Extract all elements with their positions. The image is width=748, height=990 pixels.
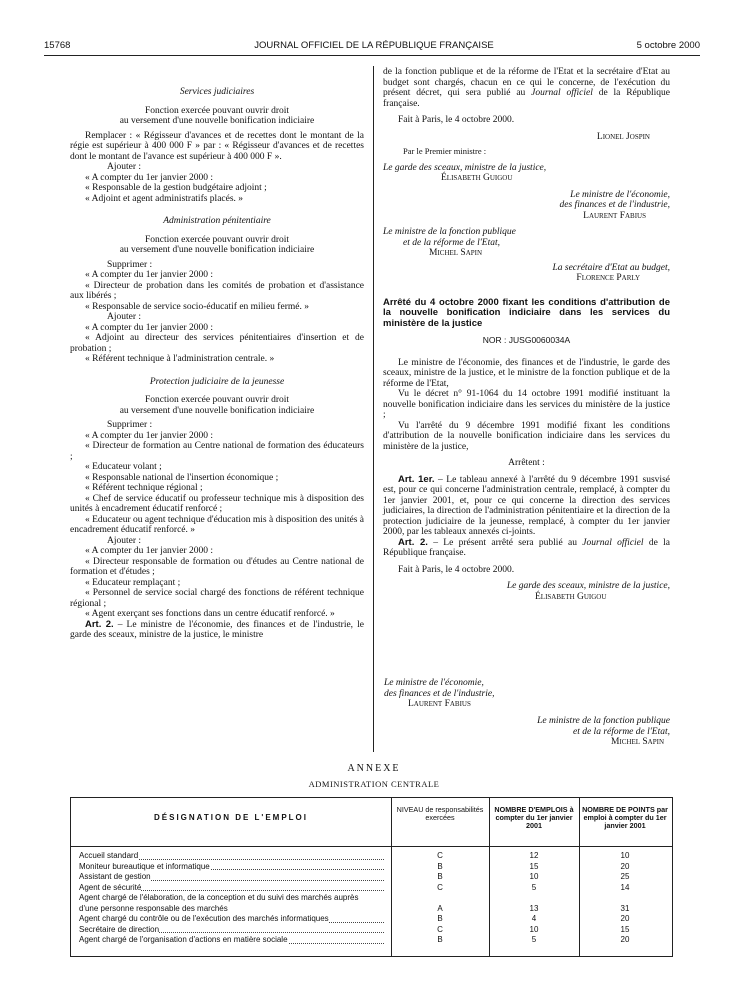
- paragraph: Remplacer : « Régisseur d'avances et de recettes dont le montant de la régie est supérieur à 400 000 F » par : « Régisseur d'avances et de recettes dont le montant de l'avance est supérieur à 400 000 F ».: [70, 130, 364, 162]
- cell-designation: Agent chargé du contrôle ou de l'exécution des marchés informatiques: [79, 914, 329, 923]
- cell-designation: Moniteur bureautique et informatique: [79, 861, 210, 871]
- cell-emplois: 13: [529, 903, 539, 913]
- fait-a-paris: Fait à Paris, le 4 octobre 2000.: [398, 564, 515, 575]
- section-title: Services judiciaires: [179, 87, 255, 97]
- paragraph-text: de la République française.: [383, 88, 670, 109]
- table-header-rule: [71, 846, 672, 847]
- paragraph: « A compter du 1er janvier 2000 :: [85, 430, 213, 441]
- signatory-title: La secrétaire d'Etat au budget,: [552, 262, 670, 273]
- cell-points: 20: [620, 861, 630, 871]
- signatory-title: et de la réforme de l'Etat,: [572, 726, 670, 737]
- page-header: [0, 40, 748, 54]
- article-2-paragraph: [70, 620, 364, 641]
- signatory-name: Élisabeth Guigou: [441, 173, 513, 183]
- cell-niveau: B: [437, 872, 443, 881]
- paragraph: Ajouter :: [107, 535, 142, 546]
- signatory-title: des finances et de l'industrie,: [559, 200, 670, 210]
- annexe-title: ANNEXE: [347, 763, 401, 774]
- signatory-name: Élisabeth Guigou: [535, 591, 607, 602]
- paragraph: Supprimer :: [107, 259, 153, 270]
- cell-emplois: 10: [529, 872, 539, 881]
- signatory-name: Laurent Fabius: [408, 699, 471, 709]
- paragraph: « A compter du 1er janvier 2000 :: [85, 172, 213, 183]
- cell-designation: Secrétaire de direction: [79, 924, 160, 934]
- fait-a-paris: Fait à Paris, le 4 octobre 2000.: [398, 115, 515, 125]
- cell-points: 20: [620, 914, 630, 923]
- paragraph: « Educateur volant ;: [85, 462, 162, 472]
- paragraph-text: de la fonction publique et de la réforme de l'Etat et la secrétaire d'Etat au budget sont chargés, chacun en ce qui le concerne, de l'exécution du présent décret, qui sera publié au: [383, 67, 670, 98]
- cell-emplois: 12: [529, 851, 539, 860]
- paragraph: « Agent exerçant ses fonctions dans un centre éducatif renforcé. »: [85, 609, 335, 619]
- cell-emplois: 15: [529, 861, 539, 871]
- paragraph: Ajouter :: [107, 162, 142, 172]
- header-rule: [44, 55, 700, 56]
- section-subtitle: Fonction exercée pouvant ouvrir droit: [144, 395, 290, 405]
- cell-niveau: B: [437, 935, 443, 944]
- paragraph: « Directeur responsable de formation ou d'études au Centre national de formation et d'études ;: [70, 556, 364, 577]
- paragraph: « A compter du 1er janvier 2000 :: [85, 546, 213, 556]
- cell-designation: Agent de sécurité: [79, 882, 142, 892]
- signatory-title: Le garde des sceaux, ministre de la justice,: [506, 581, 670, 591]
- column-header-niveau: NIVEAU de responsabilités exercées: [396, 805, 484, 822]
- column-header-emplois: NOMBRE D'EMPLOIS à compter du 1er janvier 2001: [494, 805, 574, 830]
- cell-points: 25: [620, 872, 630, 881]
- paragraph: « Directeur de probation dans les comités de probation et d'assistance aux libérés ;: [70, 280, 364, 301]
- table-row: [71, 935, 672, 946]
- issue-date: 5 octobre 2000: [636, 40, 700, 51]
- cell-points: 15: [620, 924, 630, 934]
- annexe-subtitle: ADMINISTRATION CENTRALE: [308, 779, 440, 789]
- paragraph: « A compter du 1er janvier 2000 :: [85, 270, 213, 280]
- cell-niveau: C: [437, 882, 443, 892]
- article-label: Art. 2.: [85, 618, 114, 630]
- paragraph: « Référent technique régional ;: [85, 483, 203, 493]
- signatory-title: et de la réforme de l'Etat,: [403, 237, 501, 248]
- section-subtitle: au versement d'une nouvelle bonification indiciaire: [119, 245, 315, 255]
- cell-niveau: C: [437, 851, 443, 860]
- signatory-name: Florence Parly: [576, 273, 640, 283]
- paragraph: « Personnel de service social chargé des fonctions de référent technique régional ;: [70, 588, 364, 609]
- left-column: [70, 87, 364, 641]
- signature-block-economy: [384, 678, 544, 710]
- paragraph: « Chef de service éducatif ou professeur technique mis à disposition des unités à encadrement éducatif renforcé ;: [70, 493, 364, 514]
- section-title: Protection judiciaire de la jeunesse: [149, 376, 285, 387]
- par-premier-ministre: Par le Premier ministre :: [403, 146, 487, 156]
- section-subtitle: au versement d'une nouvelle bonification indiciaire: [119, 116, 315, 126]
- cell-niveau: C: [437, 924, 443, 934]
- signatory-title: Le ministre de la fonction publique: [537, 716, 670, 726]
- cell-designation: Accueil standard: [79, 851, 139, 860]
- paragraph: « Educateur remplaçant ;: [85, 577, 181, 588]
- cell-emplois: 5: [531, 882, 537, 892]
- journal-reference: Journal officiel: [582, 537, 644, 548]
- table-row: [71, 851, 672, 862]
- table-row: [71, 893, 672, 914]
- column-header-points: NOMBRE DE POINTS par emploi à compter du 1er janvier 2001: [582, 805, 668, 830]
- cell-niveau: B: [437, 914, 443, 923]
- cell-emplois: 5: [531, 935, 537, 944]
- cell-emplois: 4: [531, 914, 537, 923]
- signatory-title: Le garde des sceaux, ministre de la justice,: [383, 162, 547, 173]
- signatory-name: Michel Sapin: [610, 737, 664, 747]
- cell-points: 10: [620, 851, 630, 860]
- article-label: Art. 1er.: [398, 473, 435, 485]
- article-1-paragraph: [383, 475, 670, 538]
- article-2-paragraph: [383, 538, 670, 559]
- signatory-title: des finances et de l'industrie,: [384, 688, 495, 699]
- journal-reference: Journal officiel: [531, 88, 593, 98]
- section-subtitle: Fonction exercée pouvant ouvrir droit: [144, 234, 290, 245]
- cell-emplois: 10: [529, 924, 539, 934]
- paragraph: « Responsable de la gestion budgétaire adjoint ;: [85, 183, 267, 193]
- article-label: Art. 2.: [398, 536, 428, 548]
- paragraph: Vu le décret n° 91-1064 du 14 octobre 1991 modifié instituant la nouvelle bonification indiciaire dans les services du ministère de la justice ;: [383, 389, 670, 420]
- paragraph: « Référent technique à l'administration centrale. »: [85, 354, 275, 364]
- paragraph: [383, 67, 670, 109]
- table-row: [71, 872, 672, 883]
- signatory-title: Le ministre de la fonction publique: [383, 227, 516, 237]
- paragraph: « Educateur ou agent technique d'éducation mis à disposition des unités à encadrement éducatif renforcé. »: [70, 514, 364, 535]
- signatory-name: Michel Sapin: [429, 248, 483, 258]
- section-title: Administration pénitentiaire: [163, 216, 271, 226]
- article-text: – Le ministre de l'économie, des finances et de l'industrie, le garde des sceaux, ministre de la justice, le ministre: [70, 619, 364, 640]
- article-text: – Le tableau annexé à l'arrêté du 9 décembre 1991 susvisé est, pour ce qui concerne l'administration centrale, remplacé, à compter du 1er janvier 2001, et, pour ce qui concerne la direction des services judiciaires, la direction de l'administration pénitentiaire et la direction de la protection judiciaire de la jeunesse, remplacé, à compter du 1er janvier 2000, par les tableaux annexés ci-joints.: [383, 474, 670, 537]
- cell-designation: Agent chargé de l'organisation d'actions en matière sociale: [79, 935, 288, 944]
- paragraph: « Directeur de formation au Centre national de formation des éducateurs ;: [70, 441, 364, 462]
- table-row: [71, 914, 672, 925]
- right-column: [383, 67, 670, 602]
- cell-niveau: B: [437, 861, 443, 871]
- paragraph: « Adjoint et agent administratifs placés. »: [85, 193, 244, 204]
- annexe-table: [70, 797, 673, 957]
- section-subtitle: au versement d'une nouvelle bonification indiciaire: [119, 405, 315, 416]
- paragraph: « A compter du 1er janvier 2000 :: [85, 322, 213, 333]
- cell-designation: Agent chargé de l'élaboration, de la conception et du suivi des marchés auprès d'une personne responsable des marchés: [79, 893, 384, 914]
- cell-points: 20: [620, 935, 630, 944]
- table-row: [71, 925, 672, 936]
- table-row: [71, 862, 672, 873]
- signatory-title: Le ministre de l'économie,: [384, 678, 484, 688]
- cell-points: 14: [620, 882, 630, 892]
- cell-points: 31: [620, 903, 630, 913]
- paragraph: Ajouter :: [107, 312, 142, 322]
- article-text: – Le présent arrêté sera publié au: [427, 537, 577, 548]
- signatory-name: Lionel Jospin: [596, 131, 650, 142]
- arretent-heading: Arrêtent :: [508, 458, 545, 468]
- cell-designation: Assistant de gestion: [79, 872, 151, 881]
- signatory-title: Le ministre de l'économie,: [570, 189, 670, 200]
- arrete-title: Arrêté du 4 octobre 2000 fixant les conditions d'attribution de la nouvelle bonification indiciaire dans les services du ministère de la justice: [383, 296, 670, 329]
- page-number: 15768: [44, 40, 71, 51]
- table-row: [71, 883, 672, 894]
- paragraph: « Adjoint au directeur des services pénitentiaires d'insertion et de probation ;: [70, 333, 364, 354]
- table-body: [71, 851, 672, 946]
- paragraph: Supprimer :: [107, 420, 153, 430]
- article-text: de la République française.: [383, 537, 671, 558]
- paragraph: Vu l'arrêté du 9 décembre 1991 modifié fixant les conditions d'attribution de la nouvelle bonification indiciaire dans les services du ministère de la justice,: [383, 420, 670, 452]
- signatory-name: Laurent Fabius: [583, 210, 646, 221]
- journal-title: JOURNAL OFFICIEL DE LA RÉPUBLIQUE FRANÇAISE: [254, 40, 494, 51]
- column-divider: [373, 66, 374, 752]
- signature-block-fonction-publique: [500, 716, 670, 748]
- paragraph: « Responsable national de l'insertion économique ;: [85, 472, 279, 483]
- cell-niveau: A: [437, 903, 443, 913]
- column-header-designation: DÉSIGNATION DE L'EMPLOI: [154, 813, 308, 822]
- paragraph: « Responsable de service socio-éducatif en milieu fermé. »: [85, 301, 309, 312]
- paragraph: Le ministre de l'économie, des finances et de l'industrie, le garde des sceaux, ministre de la justice, et le ministre de la fonction publique et de la réforme de l'Etat,: [383, 357, 670, 389]
- section-subtitle: Fonction exercée pouvant ouvrir droit: [144, 105, 290, 116]
- nor-reference: NOR : JUSG0060034A: [482, 335, 571, 345]
